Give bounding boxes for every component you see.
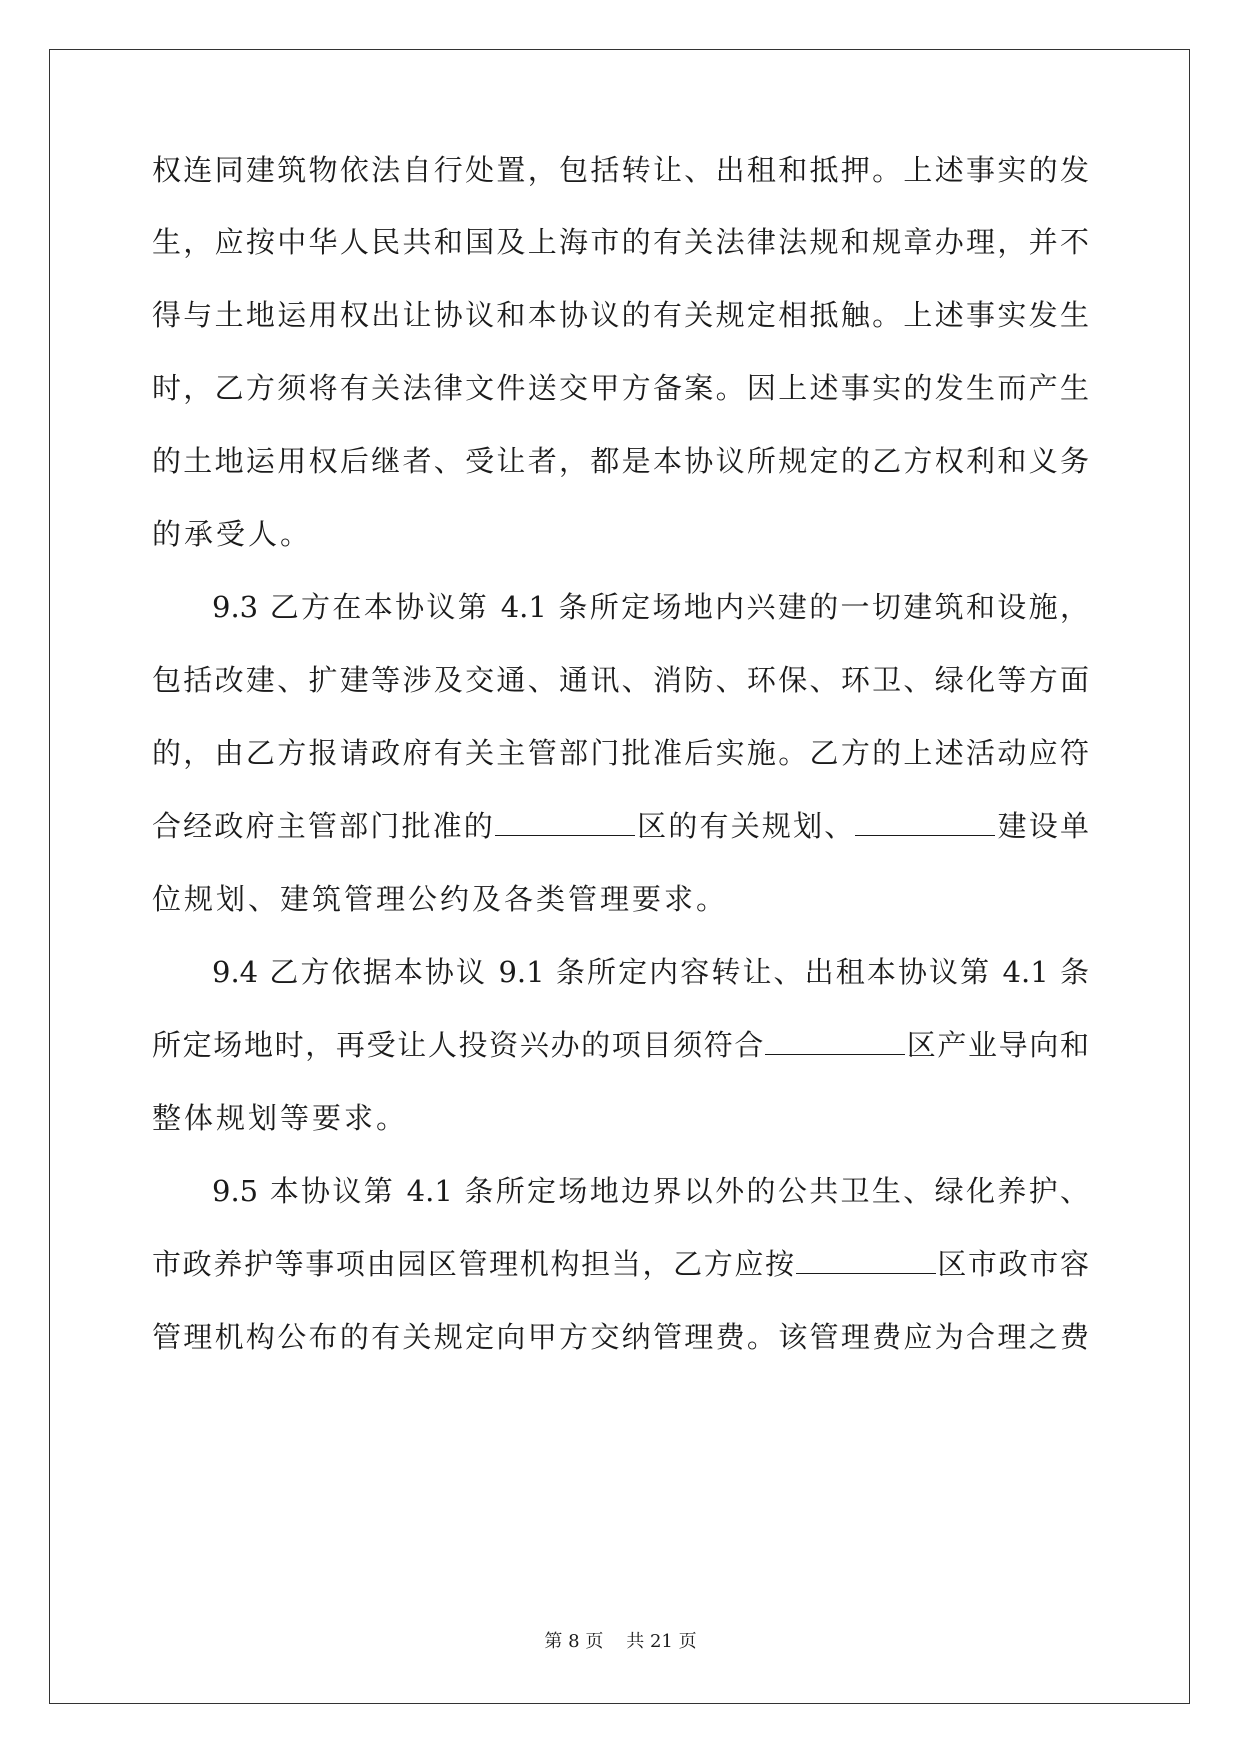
- fill-in-blank: [796, 1247, 936, 1274]
- text-segment: 区产业导向和: [905, 1028, 1089, 1062]
- page-total: 共 21 页: [626, 1631, 697, 1652]
- text-line: 权连同建筑物依法自行处置，包括转让、出租和抵押。上述事实的发: [152, 153, 1089, 187]
- fill-in-blank: [495, 809, 635, 836]
- page-footer: [0, 1630, 1241, 1654]
- paragraph-9-5-start: 9.5 本协议第 4.1 条所定场地边界以外的公共卫生、绿化养护、: [212, 1174, 1089, 1208]
- fill-in-blank: [765, 1028, 905, 1055]
- text-line-with-blanks: [152, 1244, 1089, 1284]
- text-segment: 合经政府主管部门批准的: [152, 809, 495, 843]
- text-line: 的承受人。: [152, 517, 313, 551]
- text-line-with-blanks: [152, 1025, 1089, 1065]
- text-line: 得与土地运用权出让协议和本协议的有关规定相抵触。上述事实发生: [152, 298, 1089, 332]
- page-number: 第 8 页: [544, 1631, 604, 1652]
- text-segment: 区的有关规划、: [634, 809, 856, 843]
- text-line: 的，由乙方报请政府有关主管部门批准后实施。乙方的上述活动应符: [152, 736, 1089, 770]
- text-line: 整体规划等要求。: [152, 1101, 409, 1135]
- text-line: 包括改建、扩建等涉及交通、通讯、消防、环保、环卫、绿化等方面: [152, 663, 1089, 697]
- text-line: 的土地运用权后继者、受让者，都是本协议所规定的乙方权利和义务: [152, 444, 1089, 478]
- fill-in-blank: [855, 809, 995, 836]
- paragraph-9-3-start: 9.3 乙方在本协议第 4.1 条所定场地内兴建的一切建筑和设施，: [212, 590, 1089, 624]
- text-line: 时，乙方须将有关法律文件送交甲方备案。因上述事实的发生而产生: [152, 371, 1089, 405]
- text-line-with-blanks: [152, 806, 1089, 846]
- text-segment: 市政养护等事项由园区管理机构担当，乙方应按: [152, 1247, 796, 1281]
- text-segment: 建设单: [995, 809, 1089, 843]
- text-segment: 区市政市容: [935, 1247, 1089, 1281]
- text-segment: 所定场地时，再受让人投资兴办的项目须符合: [152, 1028, 766, 1062]
- text-line: 生，应按中华人民共和国及上海市的有关法律法规和规章办理，并不: [152, 225, 1089, 259]
- paragraph-9-4-start: 9.4 乙方依据本协议 9.1 条所定内容转让、出租本协议第 4.1 条: [212, 955, 1089, 989]
- text-line: 位规划、建筑管理公约及各类管理要求。: [152, 882, 729, 916]
- text-line: 管理机构公布的有关规定向甲方交纳管理费。该管理费应为合理之费: [152, 1320, 1089, 1354]
